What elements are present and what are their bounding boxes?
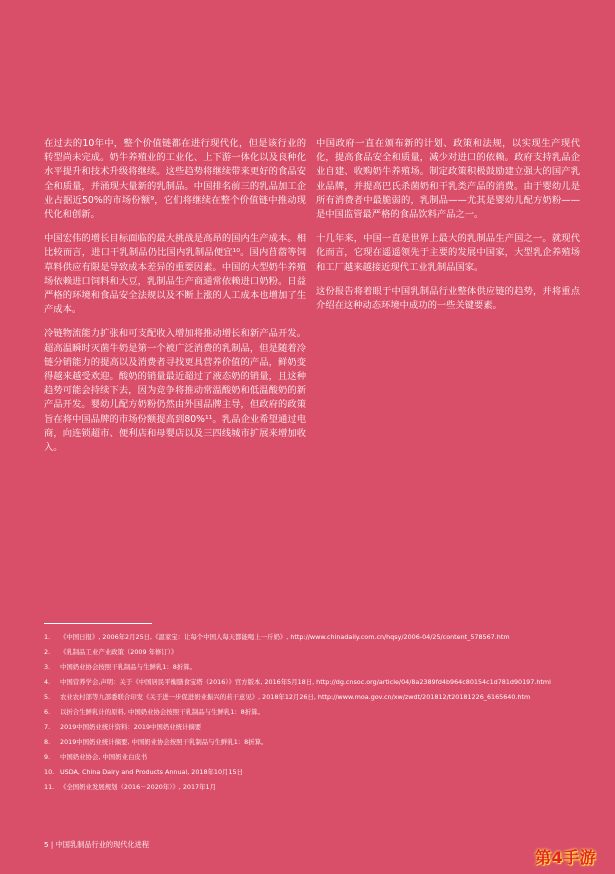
- footnote-text: 2019中国奶业统计资料：2019中国奶业统计摘要: [60, 722, 202, 731]
- footnote-text: USDA, China Dairy and Products Annual, 2018年10月15日: [60, 767, 243, 776]
- footnote-number: 7.: [44, 722, 51, 731]
- footnote-item: [44, 737, 564, 748]
- footnote-number: 2.: [44, 647, 51, 656]
- footnote-item: [44, 632, 564, 643]
- footnote-text: 《全国奶业发展规划（2016－2020年）》, 2017年1月: [60, 782, 216, 791]
- left-column: [44, 137, 306, 465]
- footnote-text: 中国奶业协会按照干乳制品与生鲜乳1：8折算。: [60, 662, 196, 671]
- footnote-item: [44, 677, 564, 688]
- footnote-text: 《中国日报》, 2006年2月25日,《温家宝：让每个中国人每天都能喝上一斤奶》, http://www.chinadaily.com.cn/hqsy/2006-04/25/content_578567.htm: [60, 633, 510, 641]
- footnote-number: 11.: [44, 782, 55, 791]
- footnote-item: [44, 782, 564, 793]
- footnote-number: 8.: [44, 737, 51, 746]
- watermark-logo: 第4手游: [535, 848, 597, 867]
- footnote-item: [44, 647, 564, 658]
- footnote-number: 5.: [44, 692, 51, 701]
- footnote-number: 3.: [44, 662, 51, 671]
- footnote-text: 以折合生鲜乳计的原料, 中国奶业协会按照干乳制品与生鲜乳1：8折算。: [60, 707, 264, 716]
- right-column: [316, 137, 580, 323]
- footnote-text: 《乳制品工业产业政策（2009 年修订）》: [60, 647, 178, 656]
- footnote-number: 4.: [44, 677, 51, 686]
- footnote-number: 1.: [44, 633, 51, 641]
- footnote-item: [44, 707, 564, 718]
- paragraph: 在过去的10年中，整个价值链都在进行现代化，但是该行业的转型尚未完成。奶牛养殖业的工业化、上下游一体化以及良种化水平提升和技术升级将继续。这些趋势将继续带来更好的食品安全和质量，并涌现大量新的乳制品。中国排名前三的乳品加工企业占据近50%的市场份额⁹，它们将继续在整个价值链中推动现代化和创新。: [44, 138, 306, 221]
- footnote-text: 中国奶业协会, 中国奶业白皮书: [60, 752, 148, 761]
- footnote-divider: [44, 623, 152, 624]
- paragraph: 十几年来，中国一直是世界上最大的乳制品生产国之一。就现代化而言，它现在遥遥领先于主要的发展中国家，大型乳企养殖场和工厂越来越接近现代工业乳制品国家。: [316, 233, 580, 273]
- paragraph: 这份报告将着眼于中国乳制品行业整体供应链的趋势，并将重点介绍在这种动态环境中成功的一些关键要素。: [316, 285, 580, 312]
- paragraph: 冷链物流能力扩张和可支配收入增加将推动增长和新产品开发。超高温瞬时灭菌牛奶是第一个被广泛消费的乳制品，但是随着冷链分销能力的提高以及消费者寻找更具营养价值的产品，鲜奶变得越来越受欢迎。酸奶的销量最近超过了液态奶的销量，且这种趋势可能会持续下去，因为竞争将推动常温酸奶和低温酸奶的新产品开发。婴幼儿配方奶粉仍然由外国品牌主导，但政府的政策旨在将中国品牌的市场份额提高到80%¹¹。乳品企业希望通过电商，向连锁超市、便利店和母婴店以及三四线城市扩展来增加收入。: [44, 328, 306, 454]
- footnote-text: 农业农村部等九部委联合印发《关于进一步促进奶业振兴的若干意见》, 2018年12月26日, http://www.moa.gov.cn/xw/zwdt/201812/t20181226_6165640.htm: [60, 692, 531, 701]
- footnote-item: [44, 692, 564, 703]
- footnote-item: [44, 752, 564, 763]
- paragraph: 中国宏伟的增长目标面临的最大挑战是高昂的国内生产成本。相比较而言，进口干乳制品仍比国内乳制品便宜¹⁰。国内苜蓿等饲草料供应有限是导致成本差异的重要因素。中国的大型奶牛养殖场依赖进口饲料和大豆，乳制品生产商通常依赖进口奶粉。日益严格的环境和食品安全法规以及不断上涨的人工成本也增加了生产成本。: [44, 233, 306, 316]
- footnotes-list: [44, 632, 564, 797]
- footnote-text: 中国营养学会,声明：关于《中国居民平衡膳食宝塔（2016）》官方版本, 2016年5月18日, http://dg.cnsoc.org/article/04/8a2389fd4b964c80154c1d781d90197.html: [60, 677, 551, 686]
- footnote-text: 2019中国奶业统计摘要, 中国奶业协会按照干乳制品与生鲜乳1：8折算。: [60, 737, 268, 746]
- footnote-item: [44, 662, 564, 673]
- footnote-number: 6.: [44, 707, 51, 716]
- page-footer: 5 | 中国乳制品行业的现代化进程: [44, 840, 150, 849]
- paragraph: 中国政府一直在颁布新的计划、政策和法规，以实现生产现代化，提高食品安全和质量，减少对进口的依赖。政府支持乳品企业自建、收购奶牛养殖场。制定政策积极鼓励建立强大的国产乳业品牌，并提高巴氏杀菌奶和干乳类产品的消费。由于婴幼儿是所有消费者中最脆弱的，乳制品——尤其是婴幼儿配方奶粉——是中国监管最严格的食品饮料产品之一。: [316, 138, 580, 221]
- footnote-number: 9.: [44, 752, 51, 761]
- footnote-item: [44, 767, 564, 778]
- footnote-item: [44, 722, 564, 733]
- footnote-number: 10.: [44, 767, 55, 776]
